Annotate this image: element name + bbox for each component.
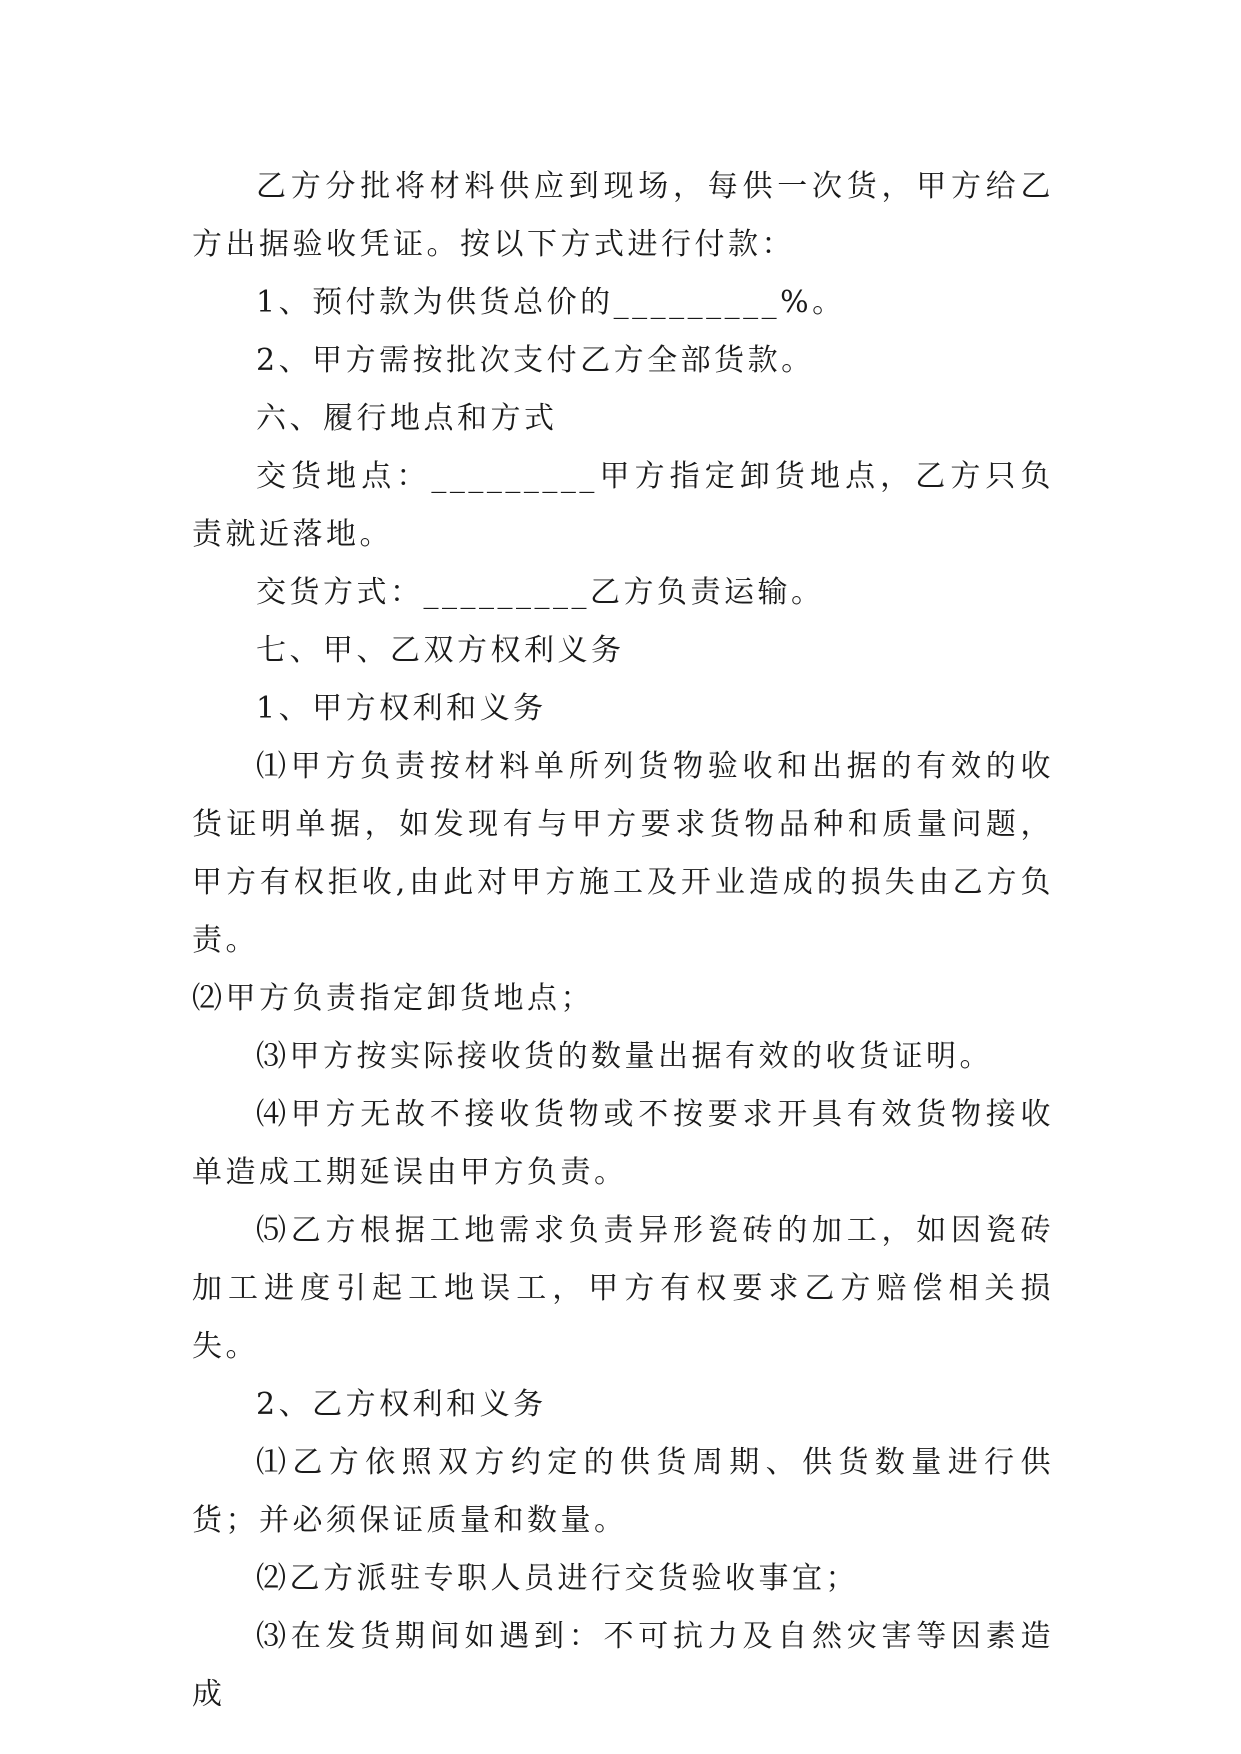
paragraph-party-b-item-2: ⑵乙方派驻专职人员进行交货验收事宜； bbox=[256, 1561, 859, 1596]
section-heading-rights-obligations: 七、甲、乙双方权利义务 bbox=[256, 633, 625, 668]
subheading-party-a: 1、甲方权利和义务 bbox=[256, 691, 547, 726]
section-heading-place-and-method: 六、履行地点和方式 bbox=[256, 401, 558, 436]
paragraph-party-a-item-5: ⑸乙方根据工地需求负责异形瓷砖的加工，如因瓷砖加工进度引起工地误工，甲方有权要求乙方赔偿相关损失。 bbox=[192, 1213, 1054, 1364]
paragraph-delivery-method: 交货方式：_________乙方负责运输。 bbox=[256, 575, 825, 610]
paragraph-party-b-item-3: ⑶在发货期间如遇到：不可抗力及自然灾害等因素造成 bbox=[192, 1619, 1054, 1712]
paragraph-party-a-item-4: ⑷甲方无故不接收货物或不按要求开具有效货物接收单造成工期延误由甲方负责。 bbox=[192, 1097, 1054, 1190]
paragraph-prepayment: 1、预付款为供货总价的_________%。 bbox=[256, 285, 846, 320]
paragraph-delivery-place: 交货地点：_________甲方指定卸货地点，乙方只负责就近落地。 bbox=[192, 459, 1054, 552]
paragraph-party-b-item-1: ⑴乙方依照双方约定的供货周期、供货数量进行供货；并必须保证质量和数量。 bbox=[192, 1445, 1054, 1538]
paragraph-party-a-item-1: ⑴甲方负责按材料单所列货物验收和出据的有效的收货证明单据，如发现有与甲方要求货物品种和质量问题，甲方有权拒收,由此对甲方施工及开业造成的损失由乙方负责。 bbox=[192, 749, 1054, 958]
subheading-party-b: 2、乙方权利和义务 bbox=[256, 1387, 547, 1422]
paragraph-party-a-item-2: ⑵甲方负责指定卸货地点； bbox=[192, 981, 594, 1016]
paragraph-delivery-intro: 乙方分批将材料供应到现场，每供一次货，甲方给乙方出据验收凭证。按以下方式进行付款： bbox=[192, 169, 1054, 262]
document-body bbox=[192, 158, 1054, 1724]
paragraph-party-a-item-3: ⑶甲方按实际接收货的数量出据有效的收货证明。 bbox=[256, 1039, 993, 1074]
paragraph-batch-payment: 2、甲方需按批次支付乙方全部货款。 bbox=[256, 343, 815, 378]
